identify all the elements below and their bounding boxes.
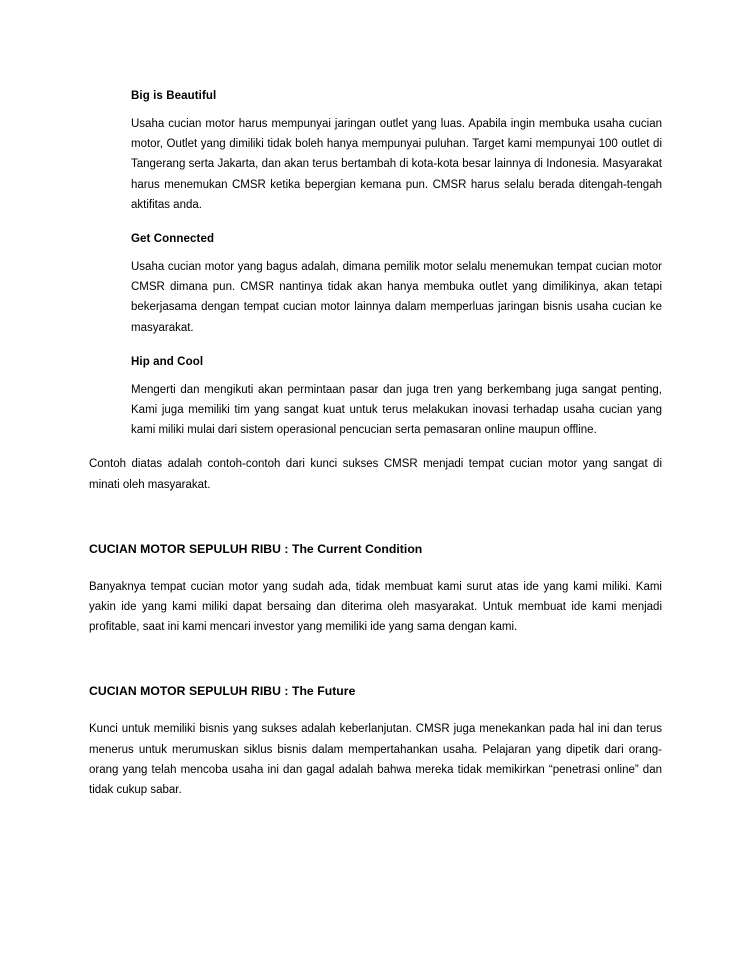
section-spacer-2: [89, 637, 662, 681]
heading-spacer-1: [89, 559, 662, 577]
section-paragraph-current-condition: Banyaknya tempat cucian motor yang sudah ada, tidak membuat kami surut atas ide yang kami miliki. Kami yakin ide yang kami miliki dapat bersaing dan diterima oleh masyarakat. Untuk membuat ide kami menjadi profitable, saat ini kami mencari investor yang memiliki ide yang sama dengan kami.: [89, 580, 662, 634]
section-spacer-1: [89, 495, 662, 539]
subsection-get-connected: [131, 229, 662, 338]
subsection-heading-big-is-beautiful: Big is Beautiful: [131, 90, 217, 102]
subsection-paragraph-hip-and-cool: Mengerti dan mengikuti akan permintaan pasar dan juga tren yang berkembang juga sangat penting, Kami juga memiliki tim yang sangat kuat untuk terus melakukan inovasi terhadap usaha cucian yang kami miliki mulai dari sistem operasional pencucian serta pemasaran online maupun offline.: [131, 383, 662, 437]
section-heading-the-future: CUCIAN MOTOR SEPULUH RIBU : The Future: [89, 684, 356, 699]
subsection-paragraph-get-connected: Usaha cucian motor yang bagus adalah, dimana pemilik motor selalu menemukan tempat cucian motor CMSR dimana pun. CMSR nantinya tidak akan hanya membuka outlet yang dimilikinya, akan tetapi bekerjasama dengan tempat cucian motor lainnya dalam memperluas jaringan bisnis usaha cucian ke masyarakat.: [131, 261, 662, 334]
subsection-heading-hip-and-cool: Hip and Cool: [131, 355, 204, 368]
document-content: [89, 86, 662, 800]
summary-paragraph: Contoh diatas adalah contoh-contoh dari kunci sukses CMSR menjadi tempat cucian motor yang sangat di minati oleh masyarakat.: [89, 458, 662, 491]
section-paragraph-the-future: Kunci untuk memiliki bisnis yang sukses adalah keberlanjutan. CMSR juga menekankan pada hal ini dan terus menerus untuk merumuskan siklus bisnis dalam mempertahankan usaha. Pelajaran yang dipetik dari orang-orang yang telah mencoba usaha ini dan gagal adalah bahwa mereka tidak memikirkan “penetrasi online” dan tidak cukup sabar.: [89, 723, 662, 797]
subsection-paragraph-big-is-beautiful: Usaha cucian motor harus mempunyai jaringan outlet yang luas. Apabila ingin membuka usaha cucian motor, Outlet yang dimiliki tidak boleh hanya mempunyai puluhan. Target kami mempunyai 100 outlet di Tangerang serta Jakarta, dan akan terus bertambah di kota-kota besar lainnya di Indonesia. Masyarakat harus menemukan CMSR ketika bepergian kemana pun. CMSR harus selalu berada ditengah-tengah aktifitas anda.: [131, 118, 662, 211]
subsection-big-is-beautiful: [131, 86, 662, 215]
subsection-hip-and-cool: [131, 352, 662, 441]
section-heading-current-condition: CUCIAN MOTOR SEPULUH RIBU : The Current Condition: [89, 541, 423, 556]
heading-spacer-2: [89, 701, 662, 719]
subsection-heading-get-connected: Get Connected: [131, 233, 215, 246]
subsection-group: [131, 86, 662, 440]
